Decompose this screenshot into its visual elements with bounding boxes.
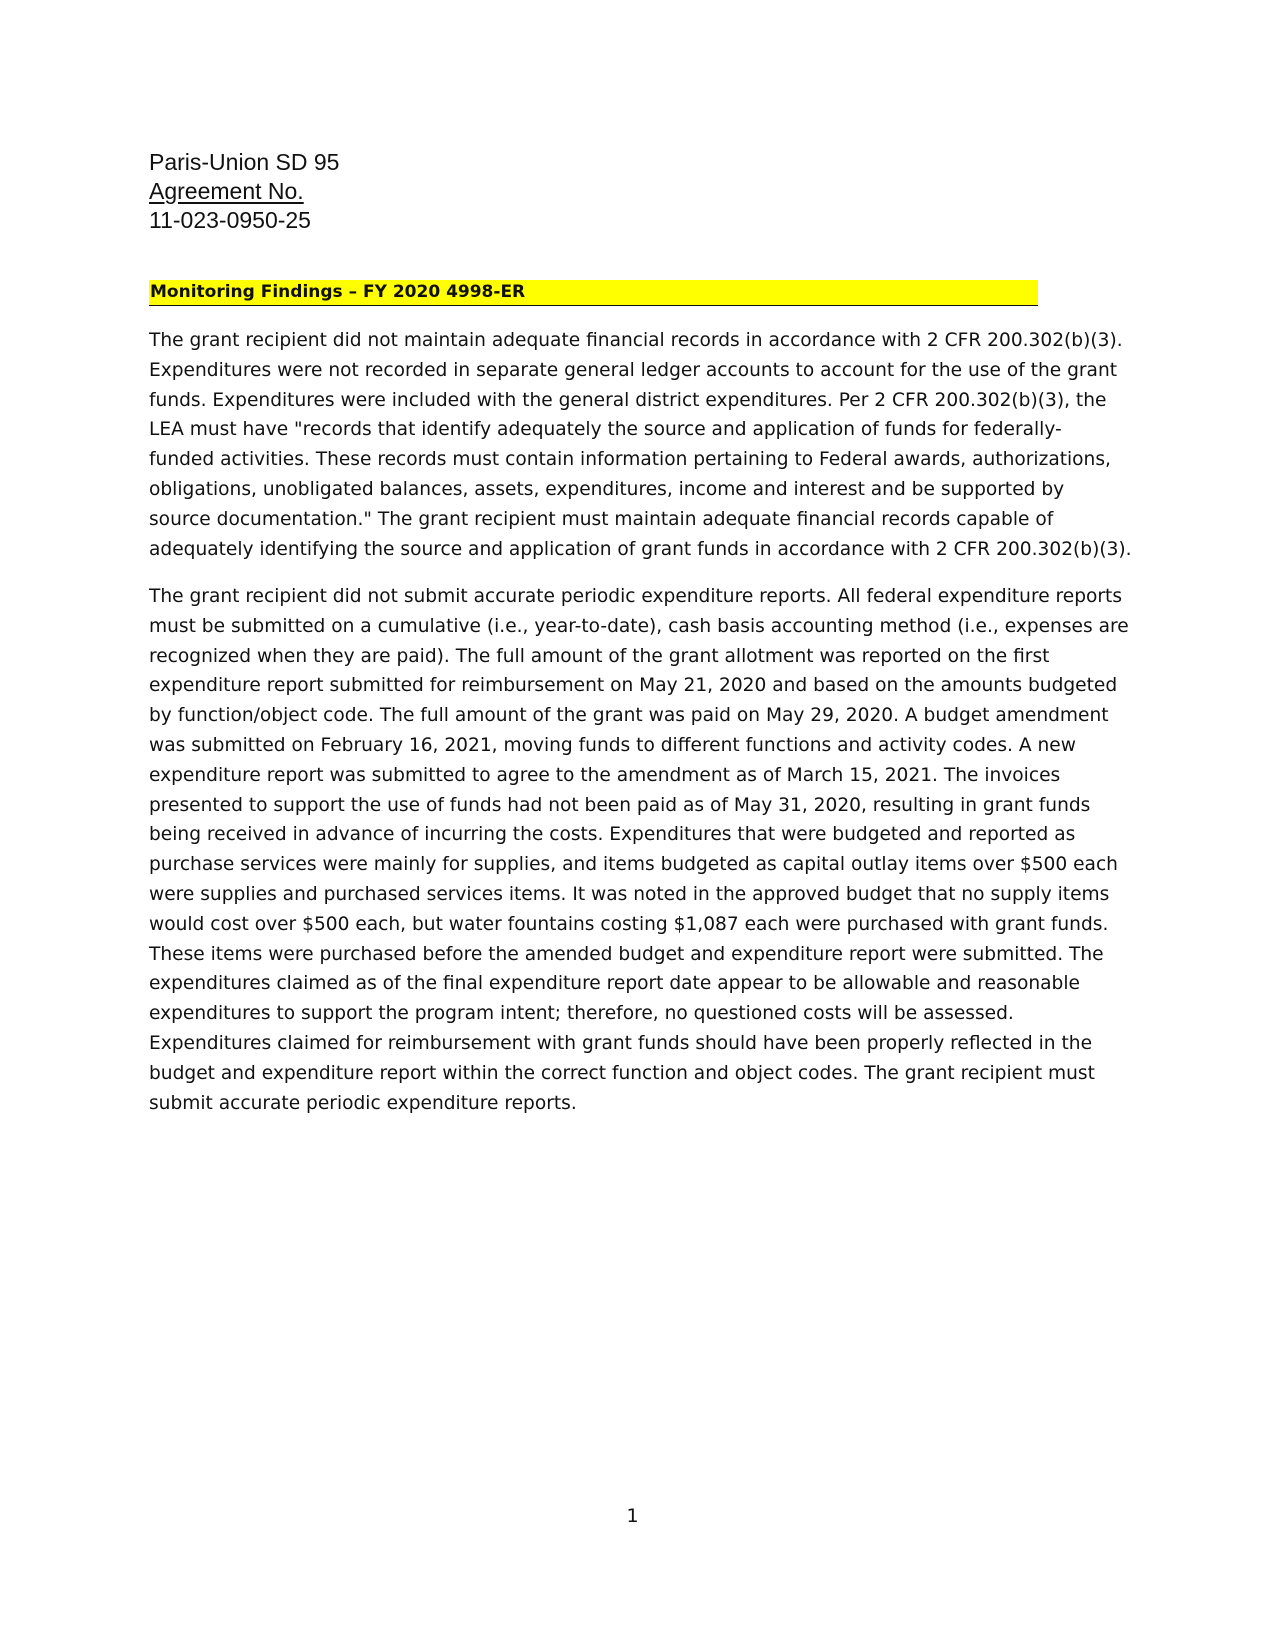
- paragraph-line: expenditures claimed as of the final expenditure report date appear to be allowable and reasonable: [149, 973, 1080, 995]
- district-name: Paris-Union SD 95: [149, 149, 340, 175]
- paragraph-expenditure-reports: [149, 582, 1129, 1118]
- paragraph-line: would cost over $500 each, but water fountains costing $1,087 each were purchased with grant funds.: [149, 913, 1109, 935]
- paragraph-line: source documentation." The grant recipient must maintain adequate financial records capable of: [149, 508, 1054, 530]
- paragraph-line: adequately identifying the source and application of grant funds in accordance with 2 CFR 200.302(b)(3).: [149, 538, 1132, 560]
- paragraph-line: presented to support the use of funds had not been paid as of May 31, 2020, resulting in grant funds: [149, 794, 1091, 816]
- page-number: 1: [626, 1505, 639, 1527]
- paragraph-line: The grant recipient did not submit accurate periodic expenditure reports. All federal expenditure reports: [149, 586, 1123, 607]
- paragraph-line: Expenditures were not recorded in separate general ledger accounts to account for the use of the grant: [149, 359, 1118, 381]
- document-header: [149, 148, 339, 235]
- paragraph-line: expenditure report submitted for reimbursement on May 21, 2020 and based on the amounts budgeted: [149, 675, 1118, 697]
- paragraph-financial-records: [149, 326, 1132, 564]
- paragraph-line: were supplies and purchased services items. It was noted in the approved budget that no supply items: [149, 883, 1110, 905]
- findings-title: Monitoring Findings – FY 2020 4998-ER: [149, 280, 1038, 306]
- paragraph-line: submit accurate periodic expenditure reports.: [149, 1092, 577, 1114]
- paragraph-line: being received in advance of incurring the costs. Expenditures that were budgeted and reported as: [149, 824, 1076, 846]
- paragraph-line: funded activities. These records must contain information pertaining to Federal awards, authorizations,: [149, 449, 1111, 471]
- paragraph-line: obligations, unobligated balances, assets, expenditures, income and interest and be supported by: [149, 478, 1065, 500]
- paragraph-line: budget and expenditure report within the correct function and object codes. The grant recipient must: [149, 1062, 1095, 1084]
- paragraph-line: must be submitted on a cumulative (i.e., year-to-date), cash basis accounting method (i.e., expenses are: [149, 615, 1129, 637]
- paragraph-line: funds. Expenditures were included with the general district expenditures. Per 2 CFR 200.302(b)(3), the: [149, 389, 1107, 411]
- paragraph-line: These items were purchased before the amended budget and expenditure report were submitted. The: [149, 943, 1104, 965]
- paragraph-line: expenditure report was submitted to agree to the amendment as of March 15, 2021. The invoices: [149, 764, 1061, 786]
- paragraph-line: recognized when they are paid). The full amount of the grant allotment was reported on the first: [149, 645, 1050, 667]
- agreement-label: Agreement No.: [149, 178, 304, 204]
- paragraph-line: LEA must have "records that identify adequately the source and application of funds for federally-: [149, 419, 1062, 441]
- paragraph-line: expenditures to support the program intent; therefore, no questioned costs will be assessed.: [149, 1003, 1014, 1025]
- paragraph-line: by function/object code. The full amount of the grant was paid on May 29, 2020. A budget amendment: [149, 705, 1109, 727]
- paragraph-line: was submitted on February 16, 2021, moving funds to different functions and activity codes. A new: [149, 734, 1076, 756]
- paragraph-line: Expenditures claimed for reimbursement with grant funds should have been properly reflected in the: [149, 1032, 1093, 1054]
- agreement-number: 11-023-0950-25: [149, 207, 311, 233]
- paragraph-line: purchase services were mainly for supplies, and items budgeted as capital outlay items over $500 each: [149, 854, 1118, 876]
- paragraph-line: The grant recipient did not maintain adequate financial records in accordance with 2 CFR 200.302(b)(3).: [149, 330, 1123, 351]
